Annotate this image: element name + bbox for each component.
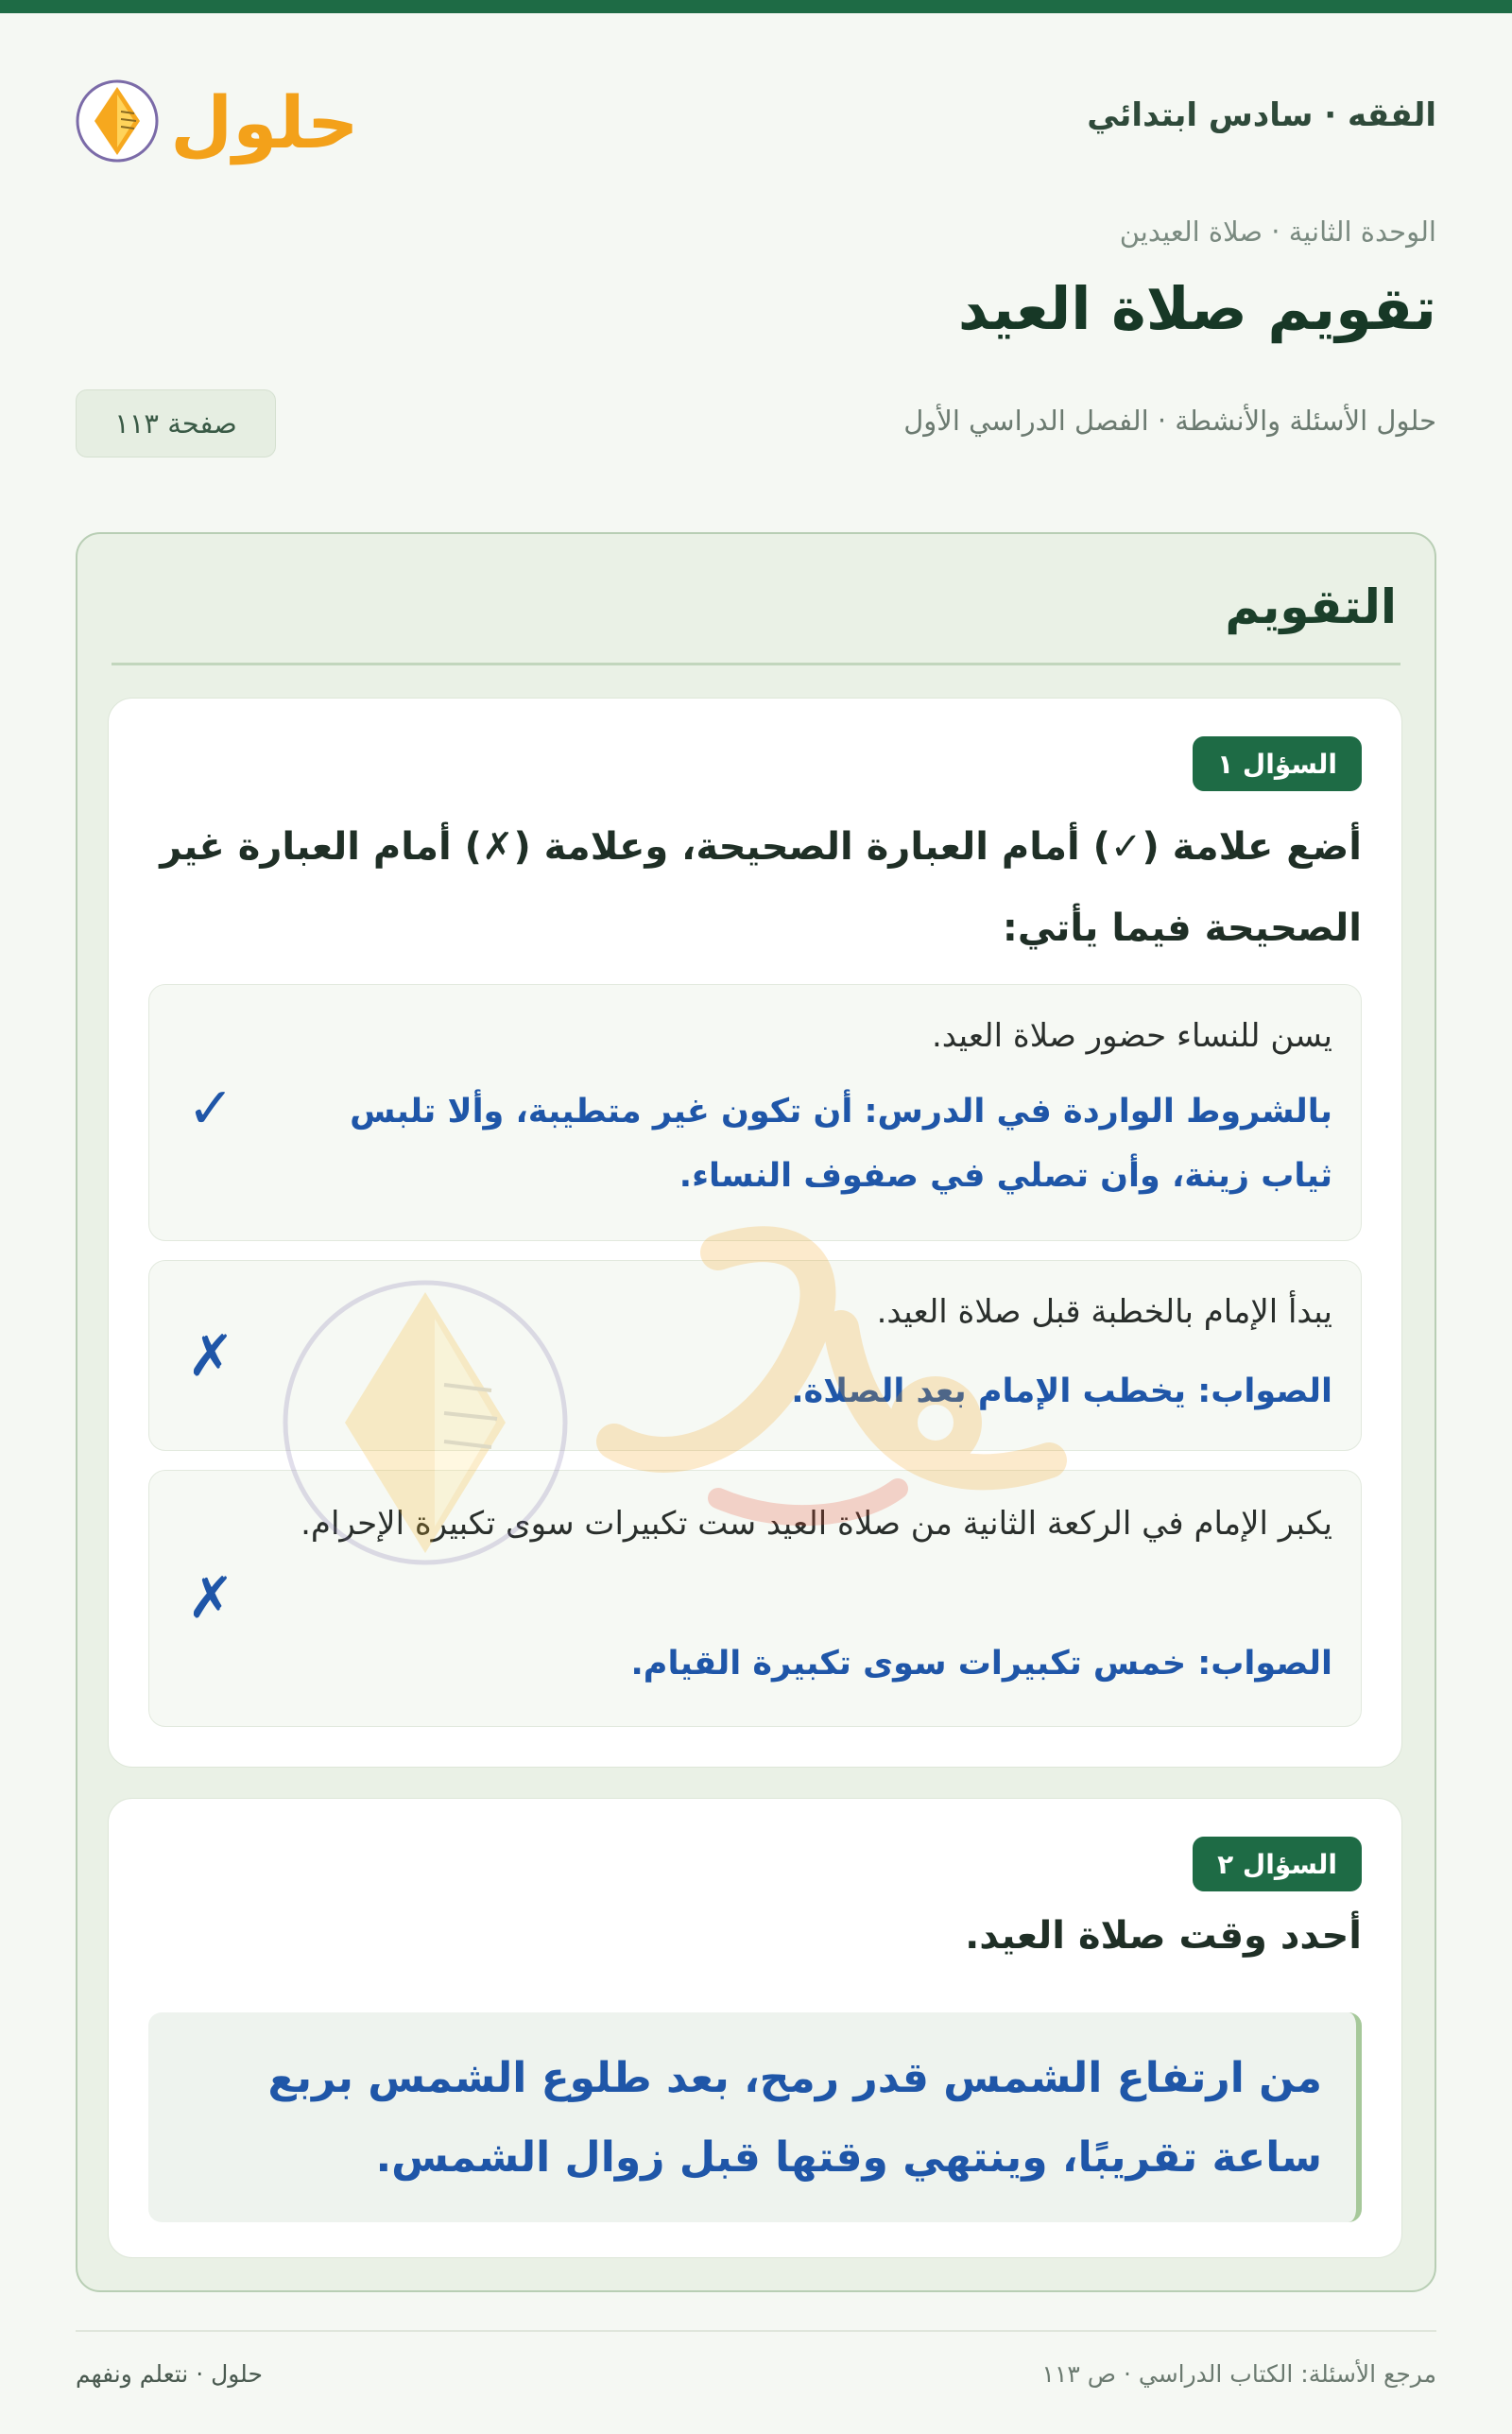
section-divider	[112, 663, 1400, 665]
footer-tagline: حلول · نتعلم ونفهم	[76, 2360, 263, 2388]
cross-mark-icon: ✗	[186, 1565, 235, 1631]
hulul-logo[interactable]	[76, 64, 359, 178]
statement-text: يبدأ الإمام بالخطبة قبل صلاة العيد.	[876, 1293, 1332, 1331]
check-mark-icon: ✓	[186, 1076, 235, 1142]
statement-answer: الصواب: خمس تكبيرات سوى تكبيرة القيام.	[630, 1645, 1332, 1683]
statement-text: يسن للنساء حضور صلاة العيد.	[931, 1017, 1332, 1055]
breadcrumb: الوحدة الثانية · صلاة العيدين	[1119, 216, 1436, 248]
top-accent-bar	[0, 0, 1512, 13]
page-title: تقويم صلاة العيد	[957, 274, 1436, 343]
answer-text: من ارتفاع الشمس قدر رمح، بعد طلوع الشمس بربع ساعة تقريبًا، وينتهي وقتها قبل زوال الشمس.	[267, 2054, 1322, 2182]
question-card-1	[108, 698, 1402, 1768]
footer-divider	[76, 2330, 1436, 2332]
statement-answer: بالشروط الواردة في الدرس: أن تكون غير متطيبة، وألا تلبس ثياب زينة، وأن تصلي في صفوف النساء.	[350, 1093, 1332, 1195]
question-badge: السؤال ١	[1193, 736, 1362, 791]
question-text: أحدد وقت صلاة العيد.	[965, 1914, 1362, 1958]
question-card-2	[108, 1798, 1402, 2258]
statement-item	[148, 1470, 1362, 1727]
statement-answer: الصواب: يخطب الإمام بعد الصلاة.	[791, 1372, 1332, 1410]
footer-reference: مرجع الأسئلة: الكتاب الدراسي · ص ١١٣	[1041, 2360, 1436, 2388]
page-number-badge: صفحة ١١٣	[76, 389, 276, 457]
section-title: التقويم	[1225, 579, 1397, 634]
answer-box	[148, 2012, 1362, 2222]
question-text: أضع علامة (✓) أمام العبارة الصحيحة، وعلامة (✗) أمام العبارة غير الصحيحة فيما يأتي:	[160, 825, 1362, 950]
statement-item	[148, 984, 1362, 1241]
subject-label: الفقه · سادس ابتدائي	[1087, 96, 1436, 134]
cross-mark-icon: ✗	[186, 1323, 235, 1390]
logo-wordmark: حلول	[170, 80, 359, 164]
page-subtitle: حلول الأسئلة والأنشطة · الفصل الدراسي الأول	[903, 405, 1436, 437]
statement-text: يكبر الإمام في الركعة الثانية من صلاة العيد ست تكبيرات سوى تكبيرة الإحرام.	[301, 1505, 1332, 1543]
statement-item	[148, 1260, 1362, 1451]
header	[76, 59, 1436, 181]
question-badge: السؤال ٢	[1193, 1837, 1362, 1891]
